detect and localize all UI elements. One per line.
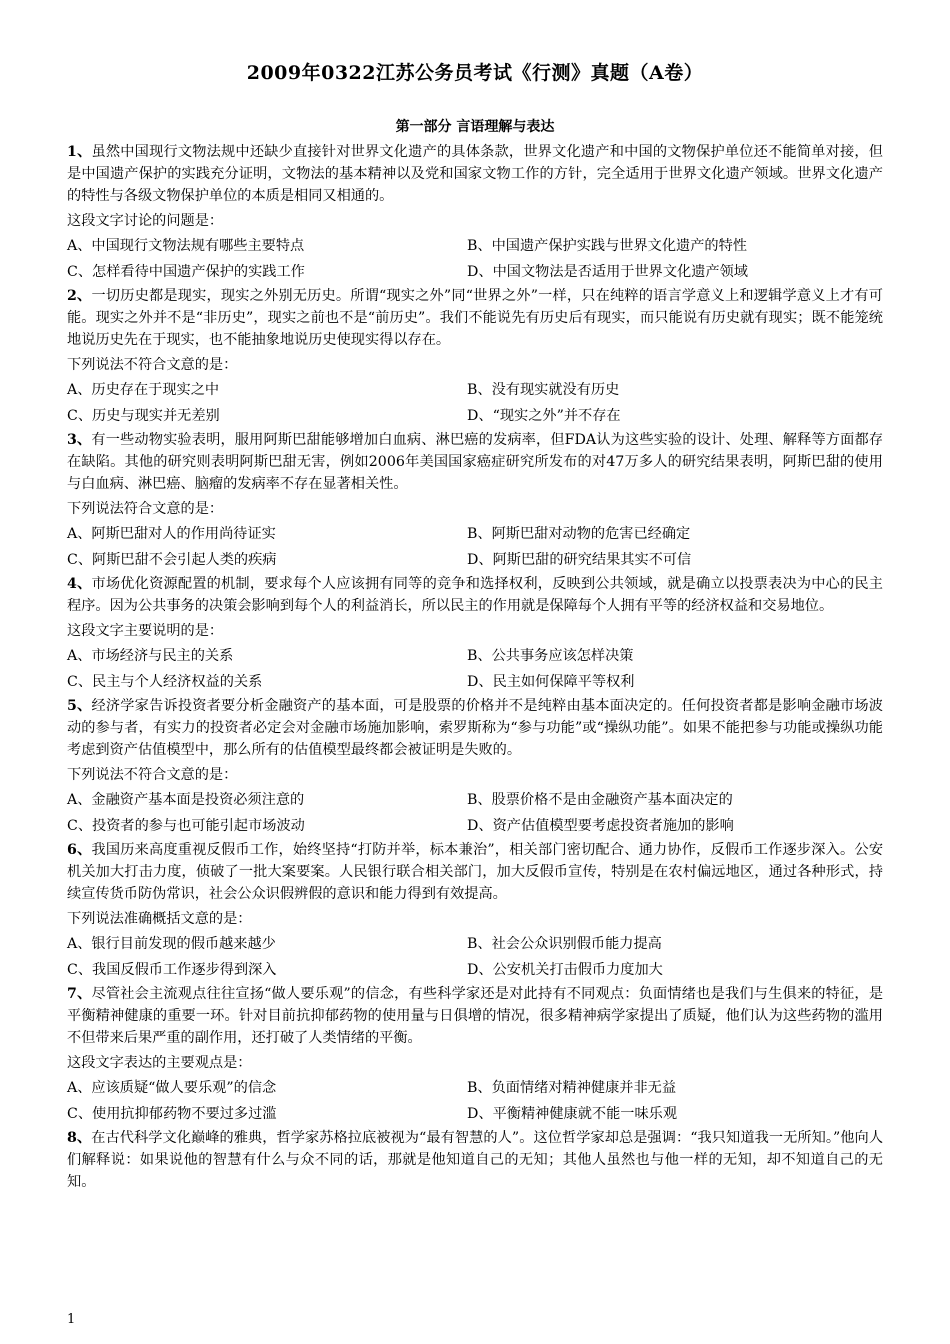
question-text: 一切历史都是现实，现实之外别无历史。所谓“现实之外”同“世界之外”一样，只在纯粹的语言学意义上和逻辑学意义上才有可能。现实之外并不是“非历史”，现实之前也不是“前历史”。我们不能说先有历史后有现实，而只能说有历史就有现实；既不能笼统地说历史先在于现实，也不能抽象地说历史使现实得以存在。: [67, 288, 883, 348]
question-4: [67, 573, 883, 693]
option-c: C、民主与个人经济权益的关系: [67, 674, 263, 690]
question-5: [67, 695, 883, 837]
question-prompt: 下列说法不符合文意的是：: [67, 357, 238, 373]
question-text: 经济学家告诉投资者要分析金融资产的基本面，可是股票的价格并不是纯粹由基本面决定的。任何投资者都是影响金融市场波动的参与者，有实力的投资者必定会对金融市场施加影响，索罗斯称为“参与功能”或“操纵功能”。如果不能把参与功能或操纵功能考虑到资产估值模型中，那么所有的估值模型最终都会被证明是失败的。: [67, 698, 883, 758]
option-a: A、金融资产基本面是投资必须注意的: [67, 792, 305, 808]
options: [67, 1077, 883, 1125]
options: [67, 523, 883, 571]
option-d: D、阿斯巴甜的研究结果其实不可信: [467, 552, 692, 568]
option-b: B、阿斯巴甜对动物的危害已经确定: [467, 526, 691, 542]
option-d: D、中国文物法是否适用于世界文化遗产领域: [467, 264, 748, 280]
option-b: B、股票价格不是由金融资产基本面决定的: [467, 792, 733, 808]
option-b: B、负面情绪对精神健康并非无益: [467, 1080, 677, 1096]
question-text: 尽管社会主流观点往往宣扬“做人要乐观”的信念，有些科学家还是对此持有不同观点：负面情绪也是我们与生俱来的特征，是平衡精神健康的重要一环。针对目前抗抑郁药物的使用量与日俱增的情况，很多精神病学家提出了质疑，他们认为这些药物的滥用不但带来后果严重的副作用，还打破了人类情绪的平衡。: [67, 986, 884, 1046]
question-2: [67, 285, 883, 427]
option-b: B、中国遗产保护实践与世界文化遗产的特性: [467, 238, 747, 254]
question-number: 3、: [67, 432, 92, 448]
question-3: [67, 429, 883, 571]
question-stem: [67, 141, 883, 207]
option-c: C、投资者的参与也可能引起市场波动: [67, 818, 305, 834]
option-a: A、中国现行文物法规有哪些主要特点: [67, 238, 305, 254]
document-title: 2009年0322江苏公务员考试《行测》真题（A卷）: [246, 62, 704, 84]
question-text: 我国历来高度重视反假币工作，始终坚持“打防并举，标本兼治”，相关部门密切配合、通力协作，反假币工作逐步深入。公安机关加大打击力度，侦破了一批大案要案。人民银行联合相关部门，加大反假币宣传，特别是在农村偏远地区，通过各种形式，持续宣传货币防伪常识，社会公众识假辨假的意识和能力得到有效提高。: [67, 842, 884, 902]
option-b: B、公共事务应该怎样决策: [467, 648, 634, 664]
option-b: B、社会公众识别假币能力提高: [467, 936, 662, 952]
question-number: 5、: [67, 698, 92, 714]
question-stem: [67, 839, 883, 905]
question-prompt: 这段文字主要说明的是：: [67, 623, 224, 639]
question-stem: [67, 573, 883, 617]
question-1: [67, 141, 883, 283]
option-a: A、历史存在于现实之中: [67, 382, 220, 398]
question-text: 有一些动物实验表明，服用阿斯巴甜能够增加白血病、淋巴癌的发病率，但FDA认为这些实验的设计、处理、解释等方面都存在缺陷。其他的研究则表明阿斯巴甜无害，例如2006年美国国家癌症研究所发布的对47万多人的研究结果表明，阿斯巴甜的使用与白血病、淋巴癌、脑瘤的发病率不存在显著相关性。: [67, 432, 884, 492]
question-prompt: 这段文字讨论的问题是：: [67, 213, 224, 229]
question-number: 4、: [67, 576, 92, 592]
options: [67, 933, 883, 981]
question-7: [67, 983, 883, 1125]
option-c: C、我国反假币工作逐步得到深入: [67, 962, 277, 978]
option-a: A、市场经济与民主的关系: [67, 648, 234, 664]
options: [67, 379, 883, 427]
question-prompt: 下列说法不符合文意的是：: [67, 767, 238, 783]
option-d: D、平衡精神健康就不能一味乐观: [467, 1106, 678, 1122]
question-8: [67, 1127, 883, 1193]
section-title: 第一部分 言语理解与表达: [395, 119, 555, 135]
question-stem: [67, 983, 883, 1049]
option-a: A、阿斯巴甜对人的作用尚待证实: [67, 526, 276, 542]
question-prompt: 下列说法准确概括文意的是：: [67, 911, 252, 927]
question-text: 虽然中国现行文物法规中还缺少直接针对世界文化遗产的具体条款，世界文化遗产和中国的文物保护单位还不能简单对接，但是中国遗产保护的实践充分证明，文物法的基本精神以及党和国家文物工作的方针，完全适用于世界文化遗产领域。世界文化遗产的特性与各级文物保护单位的本质是相同又相通的。: [67, 144, 883, 204]
option-c: C、阿斯巴甜不会引起人类的疾病: [67, 552, 277, 568]
option-c: C、历史与现实并无差别: [67, 408, 220, 424]
option-b: B、没有现实就没有历史: [467, 382, 620, 398]
question-prompt: 下列说法符合文意的是：: [67, 501, 224, 517]
question-stem: [67, 429, 883, 495]
question-number: 7、: [67, 986, 92, 1002]
option-d: D、民主如何保障平等权利: [467, 674, 635, 690]
options: [67, 235, 883, 283]
question-number: 1、: [67, 144, 92, 160]
option-d: D、“现实之外”并不存在: [467, 408, 621, 424]
option-a: A、银行目前发现的假币越来越少: [67, 936, 276, 952]
question-text: 在古代科学文化巅峰的雅典，哲学家苏格拉底被视为“最有智慧的人”。这位哲学家却总是强调：“我只知道我一无所知。”他向人们解释说：如果说他的智慧有什么与众不同的话，那就是他知道自己的无知；其他人虽然也与他一样的无知，却不知道自己的无知。: [67, 1130, 884, 1190]
option-c: C、怎样看待中国遗产保护的实践工作: [67, 264, 305, 280]
question-prompt: 这段文字表达的主要观点是：: [67, 1055, 252, 1071]
option-a: A、应该质疑“做人要乐观”的信念: [67, 1080, 277, 1096]
page-number: 1: [67, 1312, 76, 1327]
question-number: 8、: [67, 1130, 92, 1146]
options: [67, 789, 883, 837]
question-stem: [67, 1127, 883, 1193]
question-6: [67, 839, 883, 981]
question-number: 2、: [67, 288, 92, 304]
option-d: D、资产估值模型要考虑投资者施加的影响: [467, 818, 734, 834]
question-text: 市场优化资源配置的机制，要求每个人应该拥有同等的竞争和选择权利，反映到公共领域，就是确立以投票表决为中心的民主程序。因为公共事务的决策会影响到每个人的利益消长，所以民主的作用就是保障每个人拥有平等的经济权益和交易地位。: [67, 576, 883, 614]
question-list: [67, 141, 883, 1193]
options: [67, 645, 883, 693]
question-stem: [67, 285, 883, 351]
question-number: 6、: [67, 842, 92, 858]
option-c: C、使用抗抑郁药物不要过多过滥: [67, 1106, 277, 1122]
option-d: D、公安机关打击假币力度加大: [467, 962, 663, 978]
question-stem: [67, 695, 883, 761]
